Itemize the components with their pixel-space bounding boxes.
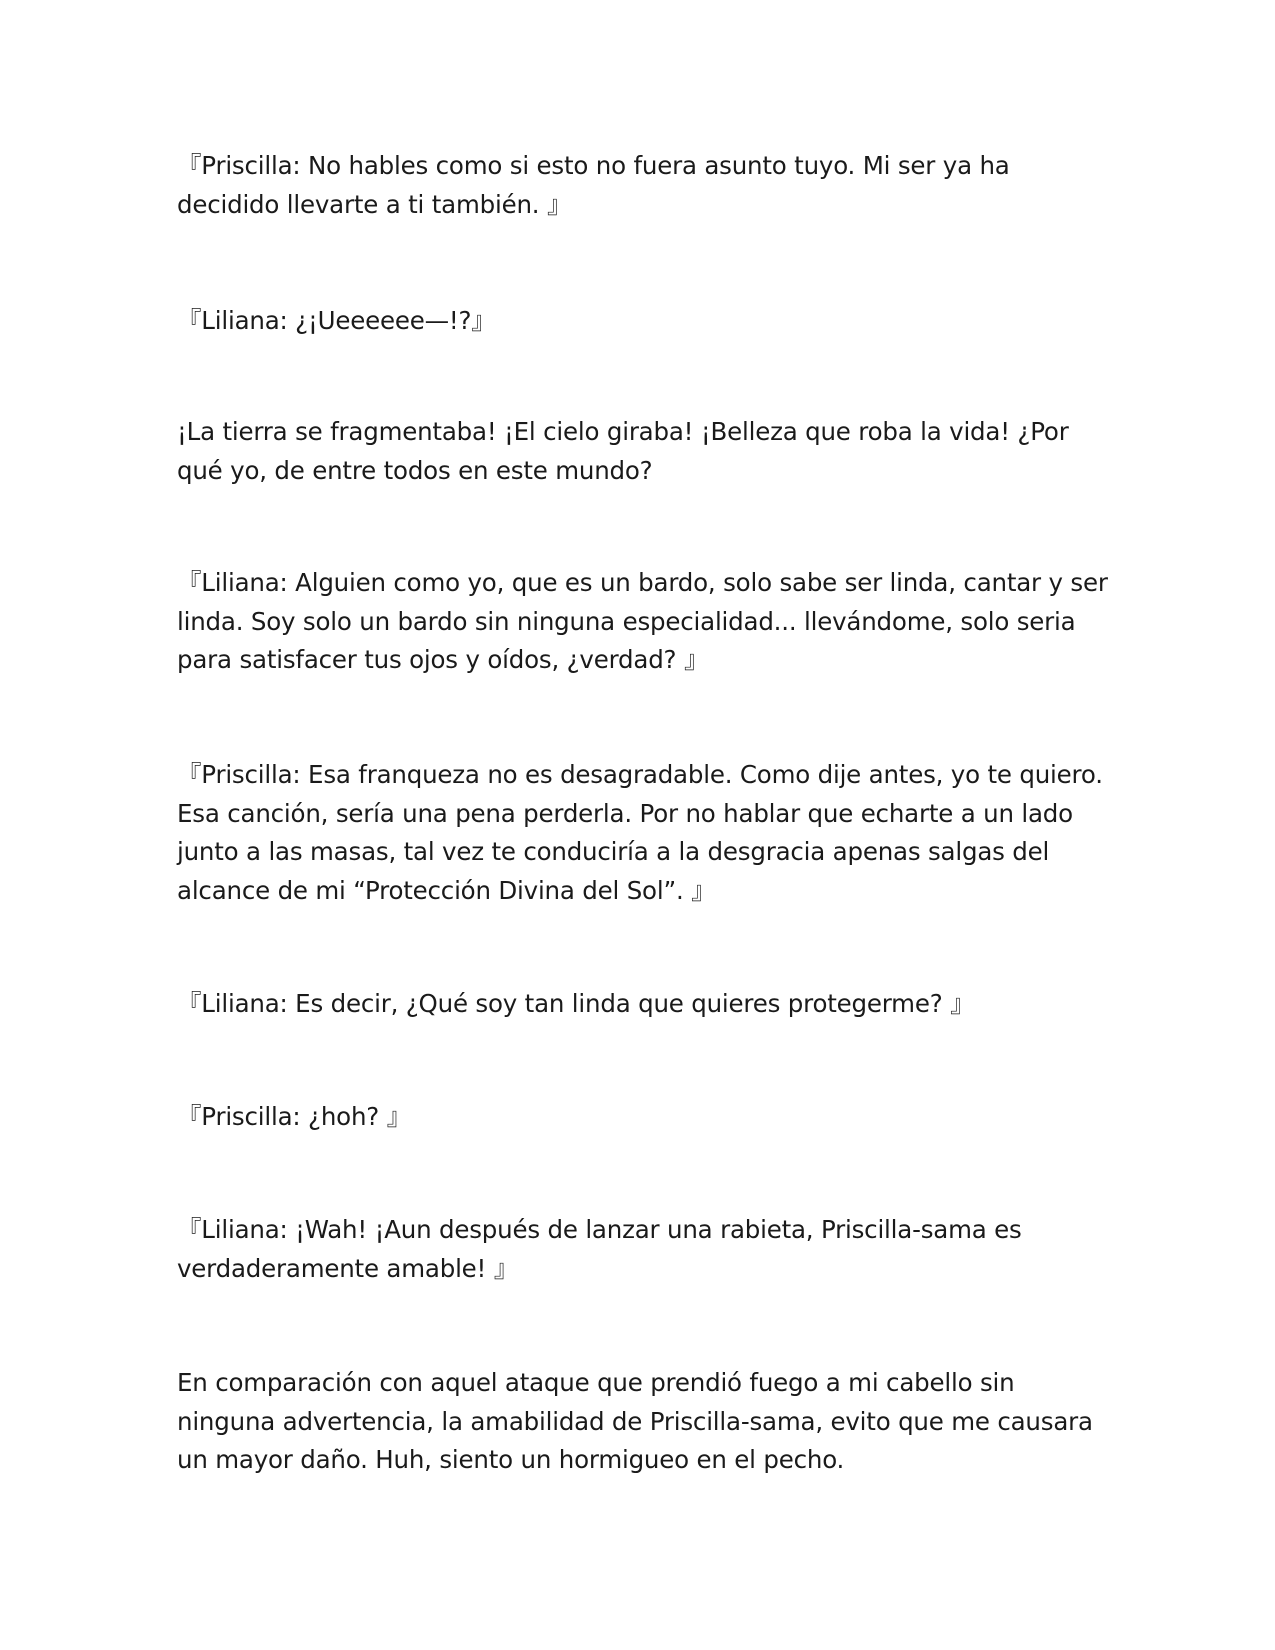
narration-1: ¡La tierra se fragmentaba! ¡El cielo giraba! ¡Belleza que roba la vida! ¿Por qué yo, de entre todos en este mundo?: [177, 417, 1069, 485]
dialogue-liliana-4: 『Liliana: ¡Wah! ¡Aun después de lanzar una rabieta, Priscilla-sama es verdaderamente amable! 』: [177, 1215, 1022, 1283]
dialogue-priscilla-3: 『Priscilla: ¿hoh? 』: [177, 1102, 411, 1131]
dialogue-liliana-1: 『Liliana: ¿¡Ueeeeee—!?』: [177, 306, 496, 335]
dialogue-liliana-3: 『Liliana: Es decir, ¿Qué soy tan linda que quieres protegerme? 』: [177, 989, 975, 1018]
dialogue-priscilla-1: 『Priscilla: No hables como si esto no fuera asunto tuyo. Mi ser ya ha decidido llevarte a ti también. 』: [177, 151, 1010, 219]
narration-2: En comparación con aquel ataque que prendió fuego a mi cabello sin ninguna advertencia, la amabilidad de Priscilla-sama, evito que me causara un mayor daño. Huh, siento un hormigueo en el pecho.: [177, 1368, 1093, 1474]
dialogue-priscilla-2: 『Priscilla: Esa franqueza no es desagradable. Como dije antes, yo te quiero. Esa canción, sería una pena perderla. Por no hablar que echarte a un lado junto a las masas, tal vez te conduciría a la desgracia apenas salgas del alcance de mi “Protección Divina del Sol”. 』: [177, 760, 1103, 905]
dialogue-liliana-2: 『Liliana: Alguien como yo, que es un bardo, solo sabe ser linda, cantar y ser linda. Soy solo un bardo sin ninguna especialidad... llevándome, solo seria para satisfacer tus ojos y oídos, ¿verdad? 』: [177, 568, 1108, 674]
